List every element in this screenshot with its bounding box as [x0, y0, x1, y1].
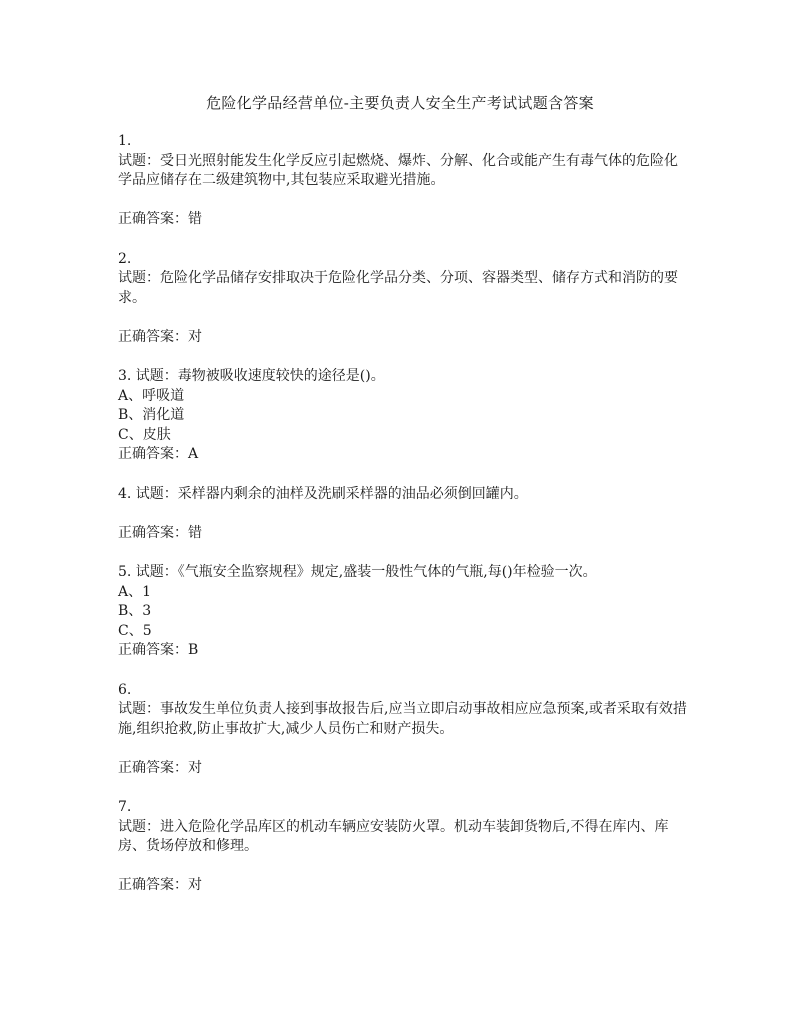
question-answer: 正确答案：错 — [118, 524, 202, 541]
question-answer: 正确答案：对 — [118, 328, 202, 345]
answer-option: C、5 — [118, 622, 152, 639]
question-header: 4. 试题：采样器内剩余的油样及洗刷采样器的油品必须倒回罐内。 — [118, 485, 528, 502]
question-1 — [118, 132, 690, 230]
question-number: 7. — [118, 799, 132, 815]
question-header: 3. 试题：毒物被吸收速度较快的途径是()。 — [118, 368, 385, 384]
question-text: 试题：事故发生单位负责人接到事故报告后,应当立即启动事故相应应急预案,或者采取有效措施,组织抢救,防止事故扩大,减少人员伤亡和财产损失。 — [118, 701, 687, 737]
question-7 — [118, 798, 690, 896]
document-title: 危险化学品经营单位-主要负责人安全生产考试试题含答案 — [206, 94, 594, 112]
question-5 — [118, 563, 690, 661]
question-2 — [118, 250, 690, 348]
question-text: 试题：进入危险化学品库区的机动车辆应安装防火罩。机动车装卸货物后,不得在库内、库房、货场停放和修理。 — [118, 818, 669, 854]
question-answer: 正确答案：对 — [118, 877, 202, 893]
question-text: 试题：危险化学品储存安排取决于危险化学品分类、分项、容器类型、储存方式和消防的要求。 — [118, 270, 678, 306]
answer-option: B、消化道 — [118, 407, 185, 423]
answer-option: C、皮肤 — [118, 426, 171, 443]
answer-option: B、3 — [118, 603, 152, 619]
question-answer: 正确答案：B — [118, 642, 199, 658]
question-6 — [118, 681, 690, 779]
question-number: 2. — [118, 250, 132, 267]
question-number: 6. — [118, 681, 132, 698]
answer-option: A、呼吸道 — [118, 387, 185, 404]
question-number: 1. — [118, 133, 132, 149]
question-answer: 正确答案：错 — [118, 211, 202, 227]
question-text: 试题：受日光照射能发生化学反应引起燃烧、爆炸、分解、化合或能产生有毒气体的危险化学品应储存在二级建筑物中,其包装应采取避光措施。 — [118, 152, 678, 188]
question-list — [118, 132, 690, 916]
question-answer: 正确答案：A — [118, 446, 199, 462]
question-3 — [118, 367, 690, 465]
question-4 — [118, 485, 690, 544]
answer-option: A、1 — [118, 583, 152, 600]
question-answer: 正确答案：对 — [118, 759, 202, 776]
question-header: 5. 试题：《气瓶安全监察规程》规定,盛装一般性气体的气瓶,每()年检验一次。 — [118, 564, 597, 580]
